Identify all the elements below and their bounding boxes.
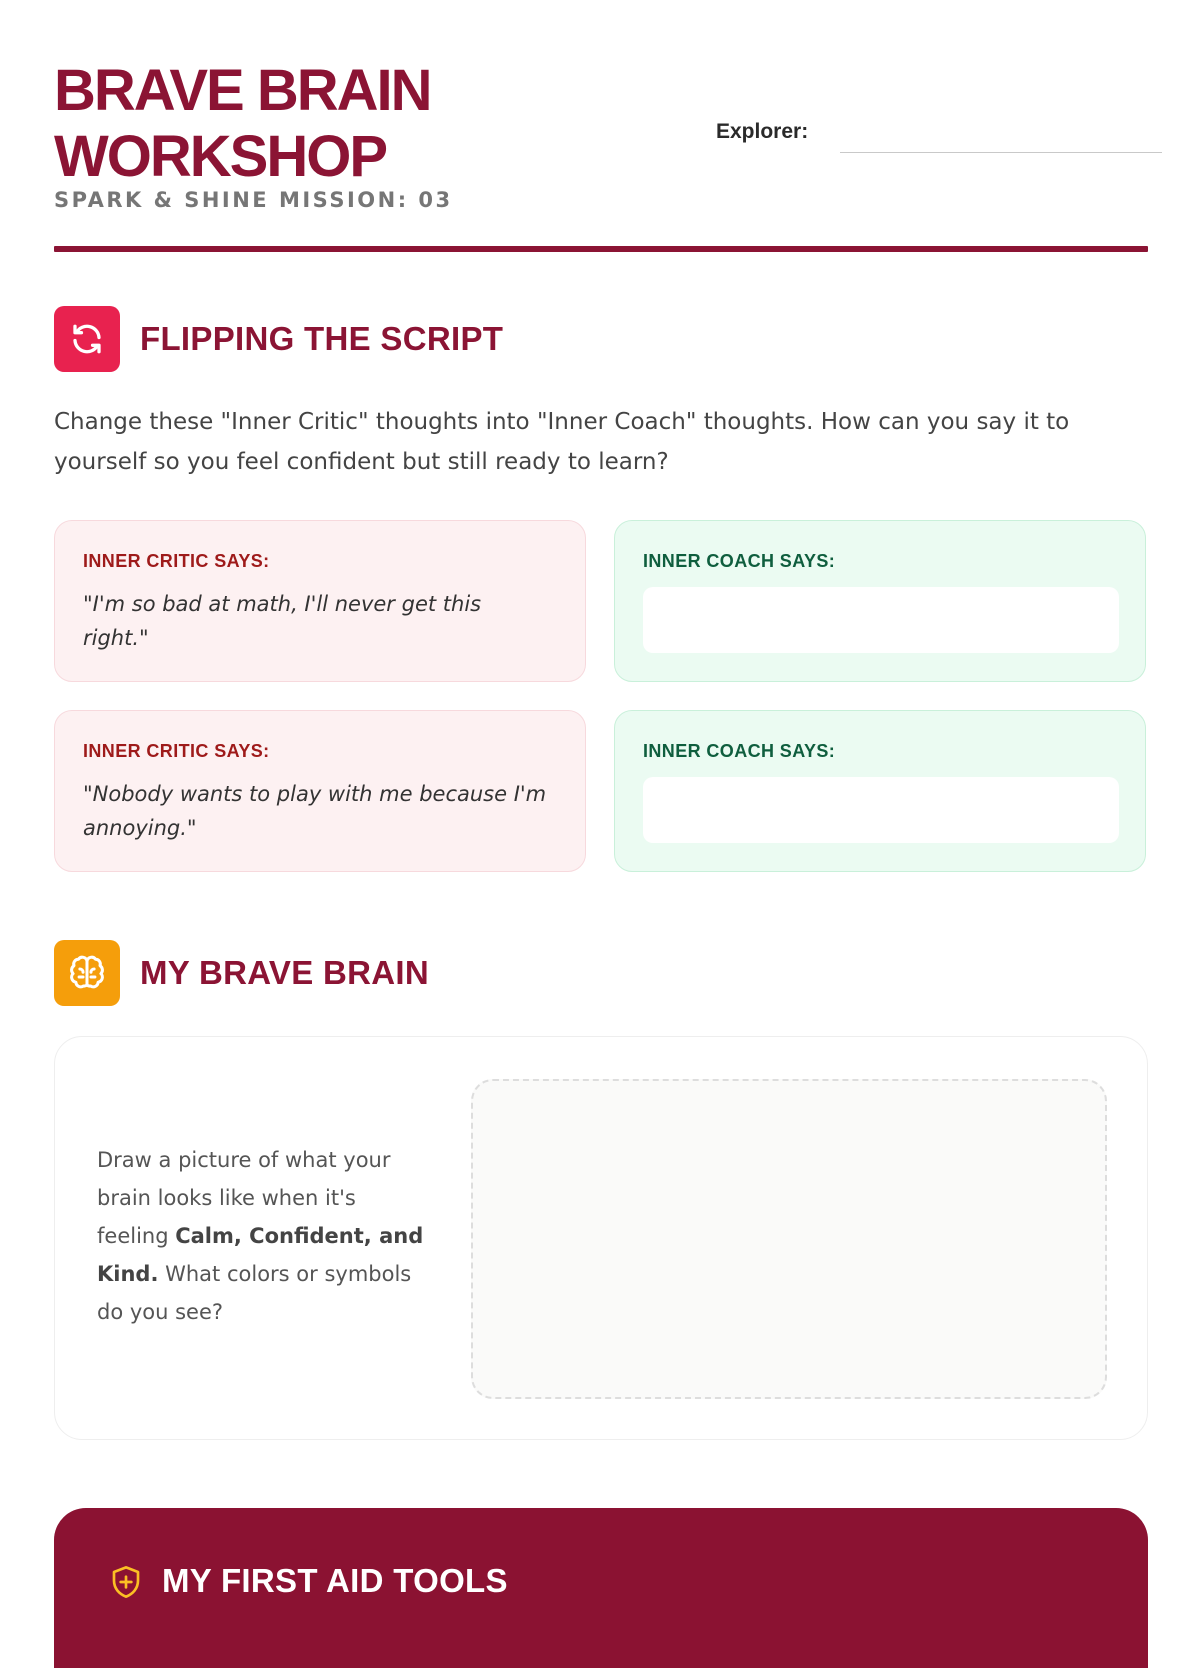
- inner-coach-label: INNER COACH SAYS:: [643, 551, 836, 571]
- section-header-brain: [54, 940, 1148, 1006]
- drawing-prompt-emphasis: Calm, Confident, and Kind.: [97, 1224, 424, 1286]
- inner-critic-label: INNER CRITIC SAYS:: [83, 741, 270, 761]
- header-divider: [54, 246, 1148, 252]
- brave-brain-panel: [54, 1036, 1148, 1440]
- inner-coach-card-1: [614, 520, 1146, 682]
- drawing-area[interactable]: [471, 1079, 1107, 1399]
- inner-coach-label: INNER COACH SAYS:: [643, 741, 836, 761]
- inner-critic-quote: "I'm so bad at math, I'll never get this right.": [83, 592, 482, 650]
- shield-plus-icon: [110, 1564, 142, 1600]
- inner-critic-quote: "Nobody wants to play with me because I'm annoying.": [83, 782, 547, 840]
- inner-critic-card-2: [54, 710, 586, 872]
- page-title: BRAVE BRAIN WORKSHOP: [54, 58, 431, 189]
- page-subtitle: SPARK & SHINE MISSION: 03: [54, 188, 453, 212]
- brain-icon: [54, 940, 120, 1006]
- explorer-label: Explorer:: [716, 120, 809, 143]
- explorer-field: [716, 118, 1148, 156]
- refresh-icon: [54, 306, 120, 372]
- inner-critic-card-1: [54, 520, 586, 682]
- drawing-prompt-end: What colors or symbols do you see?: [97, 1262, 412, 1324]
- inner-coach-input-2[interactable]: [643, 777, 1119, 843]
- first-aid-section: [54, 1508, 1148, 1668]
- drawing-prompt: [97, 1141, 427, 1331]
- section-title-first-aid: MY FIRST AID TOOLS: [162, 1562, 508, 1599]
- section-header-flip: [54, 306, 1148, 372]
- inner-critic-label: INNER CRITIC SAYS:: [83, 551, 270, 571]
- section-title-flip: FLIPPING THE SCRIPT: [140, 320, 504, 357]
- inner-coach-input-1[interactable]: [643, 587, 1119, 653]
- flip-instructions: Change these "Inner Critic" thoughts into "Inner Coach" thoughts. How can you say it to yourself so you feel confident but still ready to learn?: [54, 409, 1070, 475]
- inner-coach-card-2: [614, 710, 1146, 872]
- explorer-input-line[interactable]: [840, 152, 1162, 153]
- section-title-brain: MY BRAVE BRAIN: [140, 954, 430, 991]
- drawing-prompt-start: Draw a picture of what your brain looks like when it's feeling: [97, 1148, 391, 1248]
